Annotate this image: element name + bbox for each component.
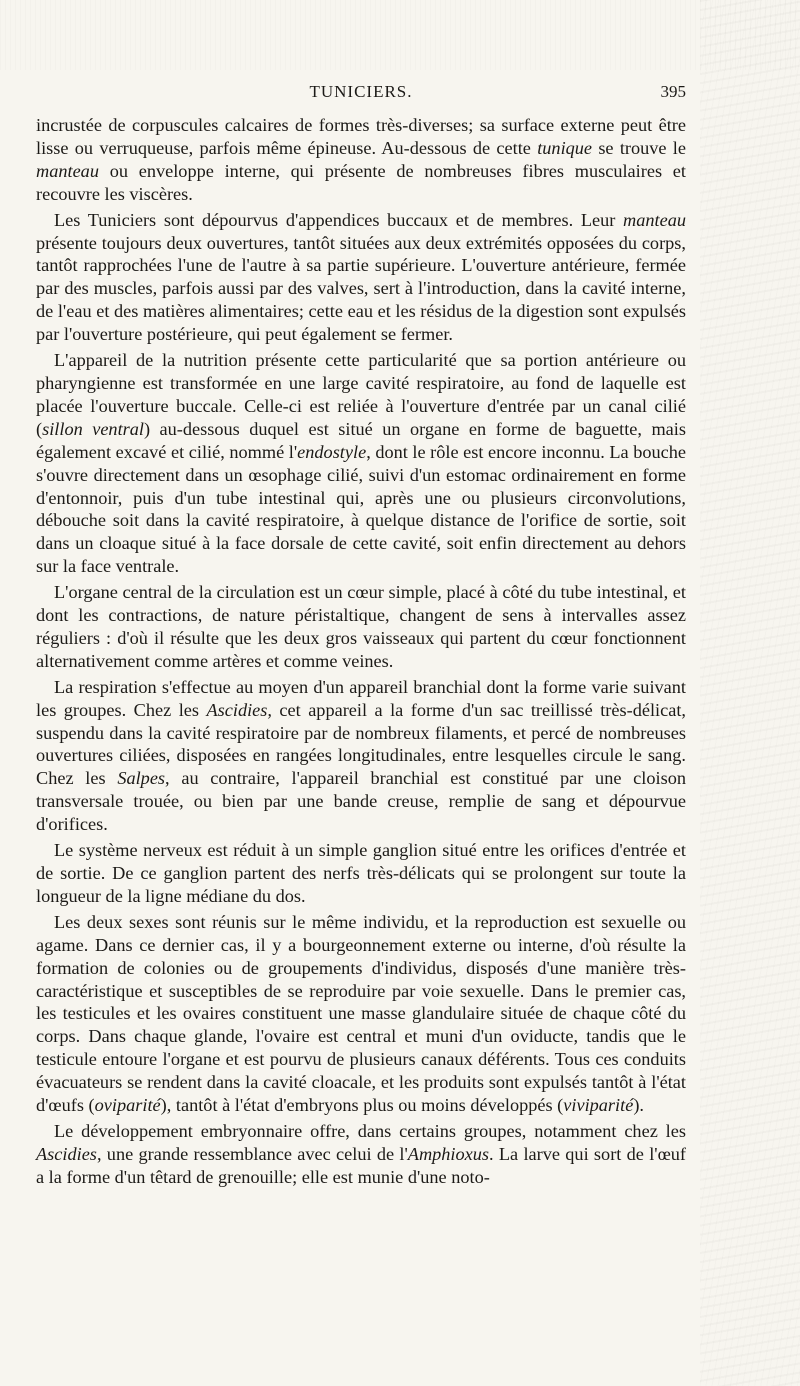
paragraph bbox=[36, 209, 686, 346]
paragraph bbox=[36, 114, 686, 206]
text-run: L'appareil de la nutrition présente cette particularité que sa portion antérieure ou pharyngienne est transformée en une large cavité respiratoire, au fond de laquelle est placée l'ouverture buccale. Celle-ci est reliée à l'ouverture d'entrée par un canal cilié ( bbox=[36, 350, 686, 439]
text-run: cet appareil a la forme d'un sac treillissé très-délicat, suspendu dans la cavité respiratoire par de nombreux filaments, et percé de nombreuses ouvertures ciliées, disposées en rangées longitudinales, entre lesquelles circule le sang. Chez les bbox=[36, 699, 686, 789]
italic-term: viviparité bbox=[563, 1095, 634, 1116]
italic-term: oviparité bbox=[94, 1095, 161, 1116]
paragraph bbox=[36, 911, 686, 1117]
italic-term: Ascidies, bbox=[206, 699, 272, 720]
italic-term: tunique bbox=[537, 137, 593, 158]
paragraph bbox=[36, 349, 686, 578]
text-run: , une grande ressemblance avec celui de l' bbox=[96, 1143, 408, 1164]
text-run: L'organe central de la circulation est un cœur simple, placé à côté du tube intestinal, et dont les contractions, de nature péristaltique, changent de sens à intervalles assez réguliers : d'où il résulte que les deux gros vaisseaux qui partent du cœur fonctionnent alternativement comme artères et comme veines. bbox=[36, 582, 686, 671]
text-run: Les deux sexes sont réunis sur le même individu, et la reproduction est sexuelle ou agame. Dans ce dernier cas, il y a bourgeonnement externe ou interne, d'où résulte la formation de colonies ou de groupements d'individus, disposés d'une manière très-caractéristique et susceptibles de se reproduire par voie sexuelle. Dans le premier cas, les testicules et les ovaires constituent une masse glandulaire située de chaque côté du corps. Dans chaque glande, l'ovaire est central et muni d'un oviducte, tandis que le testicule entoure l'organe et est pourvu de plusieurs canaux déférents. Tous ces conduits évacuateurs se rendent dans la cavité cloacale, et les produits sont expulsés tantôt à l'état d'œufs ( bbox=[36, 911, 686, 1116]
text-run: se trouve le bbox=[592, 137, 686, 158]
running-title: TUNICIERS. bbox=[309, 82, 413, 101]
italic-term: manteau bbox=[36, 160, 99, 181]
text-run: , au contraire, l'appareil branchial est constitué par une cloison transversale trouée, ou bien par une bande creuse, remplie de sang et dépourvue d'orifices. bbox=[36, 768, 686, 835]
italic-term: Amphioxus bbox=[407, 1143, 490, 1164]
text-run: Les Tuniciers sont dépourvus d'appendices buccaux et de membres. Leur bbox=[54, 209, 624, 230]
text-run: . La larve qui sort de l'œuf a la forme d'un têtard de grenouille; elle est munie d'une noto- bbox=[36, 1143, 686, 1187]
italic-term: Ascidies bbox=[36, 1143, 97, 1164]
page-header bbox=[36, 82, 686, 110]
text-run: ). bbox=[633, 1095, 644, 1116]
paragraph bbox=[36, 676, 686, 836]
text-run: Le système nerveux est réduit à un simple ganglion situé entre les orifices d'entrée et de sortie. De ce ganglion partent des nerfs très-délicats qui se prolongent sur toute la longueur de la ligne médiane du dos. bbox=[36, 840, 686, 906]
italic-term: endostyle bbox=[297, 441, 367, 462]
text-run: ) au-dessous duquel est situé un organe en forme de baguette, mais également excavé et cilié, nommé l' bbox=[36, 418, 686, 462]
text-run: Le développement embryonnaire offre, dans certains groupes, notamment chez les bbox=[54, 1120, 686, 1141]
text-run: La respiration s'effectue au moyen d'un appareil branchial dont la forme varie suivant les groupes. Chez les bbox=[36, 676, 686, 720]
text-run: incrustée de corpuscules calcaires de formes très-diverses; sa surface externe peut être lisse ou verruqueuse, parfois même épineuse. Au-dessous de cette bbox=[36, 115, 686, 158]
page-number: 395 bbox=[660, 82, 686, 101]
italic-term: manteau bbox=[623, 209, 686, 230]
body-text bbox=[36, 114, 686, 1192]
text-run: ), tantôt à l'état d'embryons plus ou moins développés ( bbox=[160, 1095, 564, 1116]
paragraph bbox=[36, 581, 686, 673]
scan-artifact-top bbox=[0, 0, 800, 70]
paragraph bbox=[36, 1120, 686, 1189]
italic-term: Salpes bbox=[117, 768, 166, 789]
italic-term: sillon ventral bbox=[42, 418, 144, 439]
paragraph bbox=[36, 839, 686, 908]
scan-artifact-margin bbox=[700, 0, 800, 1386]
text-run: présente toujours deux ouvertures, tantôt situées aux deux extrémités opposées du corps, tantôt rapprochées l'une de l'autre à sa partie supérieure. L'ouverture antérieure, fermée par des muscles, parfois aussi par des valves, sert à l'introduction, dans la cavité interne, de l'eau et des matières alimentaires; cette eau et les résidus de la digestion sont expulsés par l'ouverture postérieure, qui peut également se fermer. bbox=[36, 232, 686, 345]
text-run: , dont le rôle est encore inconnu. La bouche s'ouvre directement dans un œsophage cilié, suivi d'un estomac ordinairement en forme d'entonnoir, puis d'un tube intestinal qui, après une ou plusieurs circonvolutions, débouche soit dans la cavité respiratoire, à quelque distance de l'orifice de sortie, soit dans un cloaque situé à la face dorsale de cette cavité, soit enfin directement au dehors sur la face ventrale. bbox=[36, 441, 687, 577]
text-run: ou enveloppe interne, qui présente de nombreuses fibres musculaires et recouvre les viscères. bbox=[36, 160, 686, 204]
